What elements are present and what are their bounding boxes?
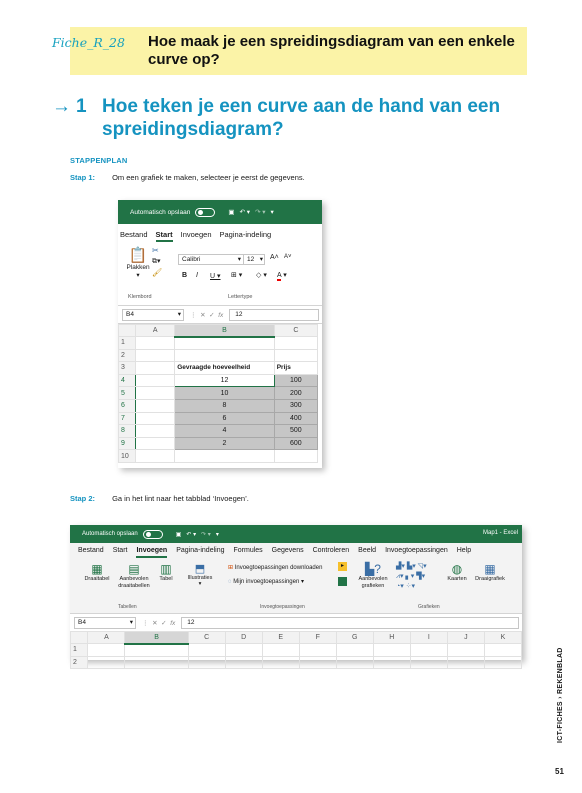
clipboard-icon: 📋 — [128, 247, 148, 264]
formula-icons: ⋮ ✕ ✓ fx — [142, 619, 176, 627]
column-header-row — [71, 632, 522, 644]
section-title: Hoe teken je een curve aan de hand van een spreidingsdiagram? — [102, 96, 501, 140]
cell[interactable] — [410, 656, 447, 669]
bold-button[interactable]: B — [182, 272, 188, 279]
globe-icon: ◍ — [451, 562, 463, 576]
tab-invoegen[interactable]: Invoegen — [136, 547, 167, 558]
cell[interactable] — [136, 387, 175, 400]
pivotchart-button[interactable]: ▦ Draaigrafiek — [472, 562, 508, 582]
column-header[interactable]: A — [88, 632, 125, 644]
cell[interactable] — [336, 644, 373, 657]
column-chart-icon: ▟▾ ▙▾ ◹▾ — [396, 563, 427, 570]
cell[interactable] — [484, 656, 521, 669]
table-row — [119, 437, 318, 450]
cell[interactable] — [136, 374, 175, 387]
cell[interactable]: 8 — [175, 399, 275, 412]
cell[interactable] — [88, 644, 125, 657]
customize-qat-icon[interactable]: ▾ — [215, 531, 219, 538]
cell[interactable] — [484, 644, 521, 657]
formula-icons: ⋮ ✕ ✓ fx — [190, 311, 224, 319]
table-row — [71, 656, 522, 669]
cell[interactable] — [299, 644, 336, 657]
cell[interactable] — [373, 644, 410, 657]
italic-button[interactable]: I — [196, 272, 198, 279]
cell[interactable] — [262, 656, 299, 669]
cell[interactable] — [373, 656, 410, 669]
autosave-toggle[interactable] — [143, 530, 163, 539]
tab-gegevens[interactable]: Gegevens — [271, 547, 304, 554]
cell[interactable] — [136, 412, 175, 425]
table-icon: ▥ — [160, 562, 172, 576]
row-header[interactable]: 3 — [119, 362, 136, 375]
step-2 — [70, 494, 249, 503]
cell[interactable] — [447, 644, 484, 657]
row-header[interactable]: 8 — [119, 425, 136, 438]
borders-icon[interactable]: ⊞ ▾ — [231, 272, 243, 279]
cell[interactable] — [299, 656, 336, 669]
group-label-lettertype: Lettertype — [228, 294, 253, 300]
addin-green-icon[interactable] — [338, 577, 347, 586]
table-row — [119, 349, 318, 362]
save-icon[interactable]: ▣ — [175, 531, 182, 538]
cell[interactable] — [262, 644, 299, 657]
window-title: Map1 - Excel — [482, 530, 518, 536]
cell[interactable] — [136, 425, 175, 438]
step-text: Om een grafiek te maken, selecteer je eerst de gegevens. — [112, 173, 305, 182]
column-header[interactable]: K — [484, 632, 521, 644]
cell[interactable]: 400 — [274, 412, 317, 425]
table-row — [119, 399, 318, 412]
cell[interactable]: 100 — [274, 374, 317, 387]
table-row — [119, 337, 318, 350]
excel-titlebar — [70, 525, 522, 543]
row-header[interactable]: 5 — [119, 387, 136, 400]
group-label-grafieken: Grafieken — [418, 604, 440, 610]
cell[interactable] — [88, 656, 125, 669]
cell[interactable] — [188, 656, 225, 669]
column-header[interactable]: I — [410, 632, 447, 644]
cell[interactable] — [125, 656, 188, 669]
cell[interactable] — [136, 349, 175, 362]
cell[interactable] — [175, 450, 275, 463]
table-row — [119, 412, 318, 425]
cell[interactable]: 200 — [274, 387, 317, 400]
group-label-klembord: Klembord — [128, 294, 152, 300]
formula-input[interactable]: 12 — [229, 309, 319, 321]
chart-types-icons[interactable] — [396, 562, 427, 592]
tab-beeld[interactable]: Beeld — [358, 547, 377, 554]
stappenplan-heading: STAPPENPLAN — [70, 156, 128, 165]
column-header[interactable]: F — [299, 632, 336, 644]
tab-pagina-indeling[interactable]: Pagina-indeling — [176, 547, 225, 554]
recommended-pivottables-button[interactable]: ▤ Aanbevolen draaitabellen — [114, 562, 154, 590]
ribbon-tabs — [118, 224, 322, 242]
page-title: Hoe maak je een spreidingsdiagram van een enkele curve op? — [148, 33, 515, 68]
column-header[interactable]: J — [447, 632, 484, 644]
underline-button[interactable]: U ▾ — [210, 273, 221, 280]
cell[interactable] — [225, 656, 262, 669]
group-label-tabellen: Tabellen — [118, 604, 137, 610]
step-label: Stap 2: — [70, 494, 96, 503]
worksheet-grid — [70, 631, 522, 669]
maps-button[interactable]: ◍ Kaarten — [447, 562, 467, 582]
font-name-select[interactable]: Calibri ▾ — [178, 254, 244, 265]
cell[interactable] — [447, 656, 484, 669]
cell[interactable] — [125, 644, 188, 657]
arrow-right-icon: → — [52, 96, 71, 117]
column-header[interactable]: B — [175, 325, 275, 337]
cell[interactable]: 600 — [274, 437, 317, 450]
formula-input[interactable]: 12 — [181, 617, 519, 629]
tab-start[interactable]: Start — [112, 547, 128, 554]
font-color-icon[interactable]: A ▾ — [277, 272, 287, 279]
pivotchart-icon: ▦ — [484, 562, 496, 576]
cell[interactable] — [175, 337, 275, 350]
row-header[interactable]: 4 — [119, 374, 136, 387]
column-header[interactable]: A — [136, 325, 175, 337]
ribbon-insert — [70, 558, 522, 614]
format-painter-icon[interactable]: 🖌 — [152, 268, 163, 277]
excel-screenshot-insert — [70, 525, 522, 666]
cell[interactable] — [136, 399, 175, 412]
pivottable-icon: ▦ — [91, 562, 103, 576]
table-row — [119, 374, 318, 387]
recommended-pivottables-icon: ▤ — [128, 562, 140, 576]
row-header[interactable]: 1 — [119, 337, 136, 350]
autosave-toggle[interactable] — [195, 208, 215, 217]
cut-icon[interactable]: ✂ — [152, 246, 159, 255]
customize-qat-icon[interactable]: ▾ — [270, 209, 274, 216]
tab-formules[interactable]: Formules — [233, 547, 263, 554]
cell[interactable] — [136, 450, 175, 463]
side-label: ICT-FICHES › REKENBLAD — [557, 647, 564, 743]
row-header[interactable]: 2 — [71, 656, 88, 669]
table-row — [71, 644, 522, 657]
name-box[interactable]: B4 ▾ — [74, 617, 136, 629]
fiche-code: Fiche_R_28 — [52, 35, 125, 50]
cell[interactable] — [136, 362, 175, 375]
autosave-label: Automatisch opslaan — [82, 531, 138, 537]
cell[interactable]: Gevraagde hoeveelheid — [175, 362, 275, 375]
cell[interactable]: 2 — [175, 437, 275, 450]
column-header[interactable]: E — [262, 632, 299, 644]
cell[interactable] — [410, 644, 447, 657]
recommended-charts-button[interactable]: ▙? Aanbevolen grafieken — [356, 562, 390, 590]
copy-icon[interactable]: ⧉▾ — [152, 258, 161, 265]
row-header[interactable]: 9 — [119, 437, 136, 450]
tab-start[interactable]: Start — [156, 230, 173, 242]
cell[interactable] — [188, 644, 225, 657]
cell[interactable] — [136, 437, 175, 450]
select-all-corner[interactable] — [71, 632, 88, 644]
addins-icon: ◌ — [228, 579, 232, 585]
name-box[interactable]: B4 ▾ — [122, 309, 184, 321]
redo-icon[interactable]: ↷ ▾ — [255, 209, 266, 216]
cell[interactable]: Prijs — [274, 362, 317, 375]
cell[interactable] — [274, 349, 317, 362]
ribbon-home — [118, 242, 322, 306]
autosave-label: Automatisch opslaan — [130, 208, 191, 216]
tab-bestand[interactable]: Bestand — [120, 230, 148, 239]
excel-titlebar — [118, 200, 322, 224]
paste-button[interactable]: 📋 Plakken ▾ — [124, 248, 152, 279]
cell[interactable]: 4 — [175, 425, 275, 438]
addin-yellow-icon[interactable]: ▸ — [338, 562, 347, 571]
step-1 — [70, 173, 305, 182]
formula-bar — [70, 614, 522, 631]
pivottable-button[interactable]: ▦ Draaitabel — [82, 562, 112, 582]
tab-invoegtoepassingen[interactable]: Invoegtoepassingen — [385, 547, 448, 554]
section-number: 1 — [76, 96, 87, 117]
save-icon[interactable]: ▣ — [228, 209, 235, 216]
column-header[interactable]: C — [188, 632, 225, 644]
excel-screenshot-start — [118, 200, 322, 468]
table-row — [119, 450, 318, 463]
cell[interactable] — [136, 337, 175, 350]
page-number: 51 — [555, 767, 564, 776]
tab-invoegen[interactable]: Invoegen — [180, 230, 212, 239]
undo-icon[interactable]: ↶ ▾ — [239, 209, 251, 216]
grow-font-icon[interactable]: A˄ — [270, 254, 279, 261]
tab-bestand[interactable]: Bestand — [78, 547, 104, 554]
row-header[interactable]: 6 — [119, 399, 136, 412]
column-header[interactable]: D — [225, 632, 262, 644]
column-header[interactable]: H — [373, 632, 410, 644]
illustrations-icon: ⬒ — [194, 563, 206, 575]
my-addins-button[interactable]: ◌ Mijn invoegtoepassingen ▾ — [228, 579, 304, 585]
fill-color-icon[interactable]: ◇ ▾ — [256, 272, 267, 279]
get-addins-button[interactable]: ⊞ Invoegtoepassingen downloaden — [228, 565, 323, 571]
formula-bar — [118, 306, 322, 324]
select-all-corner[interactable] — [119, 325, 136, 337]
table-button[interactable]: ▥ Tabel — [156, 562, 176, 582]
redo-icon[interactable]: ↷ ▾ — [201, 531, 211, 538]
column-header[interactable]: G — [336, 632, 373, 644]
recommended-charts-icon: ▙? — [365, 562, 381, 576]
cell[interactable] — [225, 644, 262, 657]
cell[interactable]: 300 — [274, 399, 317, 412]
group-label-invoegtoepassingen: Invoegtoepassingen — [260, 604, 305, 610]
step-text: Ga in het lint naar het tabblad ‘Invoegen’. — [112, 494, 249, 503]
row-header[interactable]: 7 — [119, 412, 136, 425]
cell[interactable] — [336, 656, 373, 669]
column-header-row — [119, 325, 318, 337]
undo-icon[interactable]: ↶ ▾ — [186, 531, 197, 538]
worksheet-grid — [118, 324, 318, 463]
store-icon: ⊞ — [228, 565, 234, 571]
shrink-font-icon[interactable]: A˅ — [284, 254, 292, 260]
tab-pagina-indeling[interactable]: Pagina-indeling — [219, 230, 272, 239]
cell[interactable] — [175, 349, 275, 362]
cell[interactable]: 10 — [175, 387, 275, 400]
table-row — [119, 425, 318, 438]
column-header[interactable]: C — [274, 325, 317, 337]
table-row — [119, 362, 318, 375]
line-chart-icon: ⩘▾ ▖▾ ▜▾ — [396, 573, 426, 580]
column-header[interactable]: B — [125, 632, 188, 644]
ribbon-tabs — [70, 543, 522, 558]
cell[interactable] — [274, 337, 317, 350]
row-header[interactable]: 2 — [119, 349, 136, 362]
row-header[interactable]: 1 — [71, 644, 88, 657]
tab-controleren[interactable]: Controleren — [312, 547, 350, 554]
table-row — [119, 387, 318, 400]
step-label: Stap 1: — [70, 173, 96, 182]
illustrations-button[interactable]: ⬒ Illustraties ▾ — [184, 562, 216, 587]
cell[interactable]: 6 — [175, 412, 275, 425]
tab-help[interactable]: Help — [456, 547, 472, 554]
cell[interactable] — [274, 450, 317, 463]
font-size-select[interactable]: 12 ▾ — [243, 254, 265, 265]
cell[interactable]: 12 — [175, 374, 275, 387]
row-header[interactable]: 10 — [119, 450, 136, 463]
pie-chart-icon: ◔▾ ⁘▾ — [396, 583, 416, 590]
cell[interactable]: 500 — [274, 425, 317, 438]
